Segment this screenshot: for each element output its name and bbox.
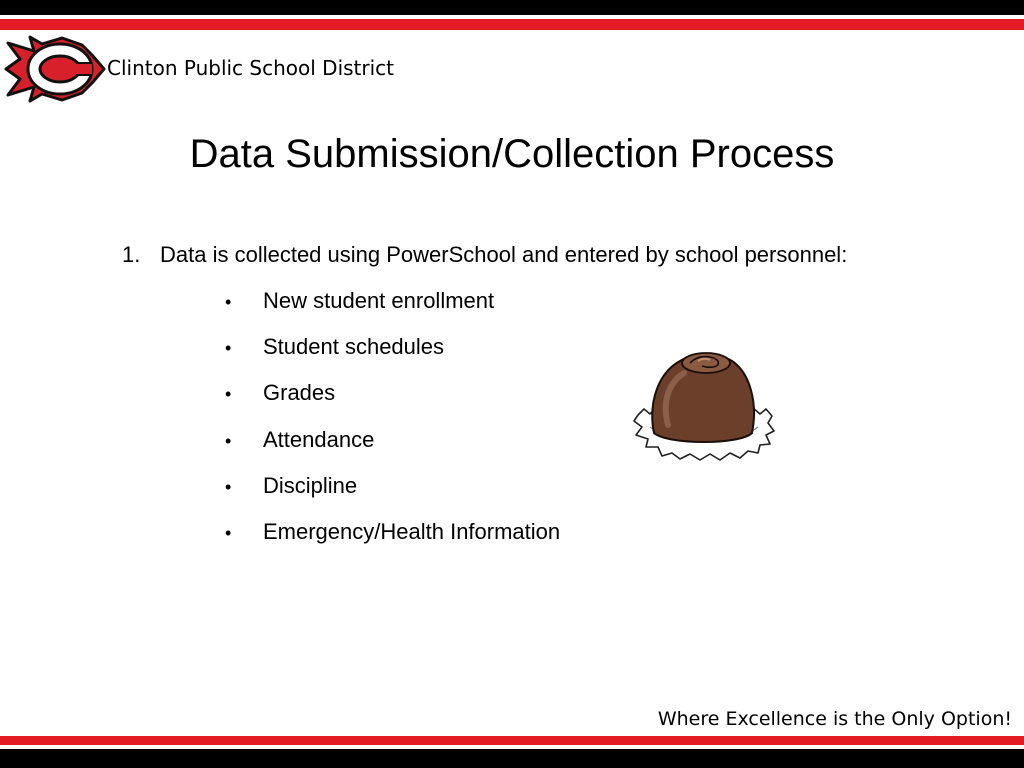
top-red-stripe <box>0 19 1024 30</box>
item-text: Data is collected using PowerSchool and entered by school personnel: <box>160 242 848 267</box>
bullet-text: Student schedules <box>263 334 445 360</box>
footer-tagline: Where Excellence is the Only Option! <box>657 708 1012 730</box>
chocolate-truffle-icon <box>628 345 780 467</box>
list-item <box>225 517 560 563</box>
bullet-icon: • <box>225 338 232 359</box>
bullet-icon: • <box>225 522 232 543</box>
bullet-icon: • <box>225 384 232 405</box>
numbered-item <box>122 242 847 268</box>
slide-title: Data Submission/Collection Process <box>189 132 835 176</box>
list-item <box>225 425 560 471</box>
item-number: 1. <box>122 242 141 267</box>
bullet-text: New student enrollment <box>263 288 495 313</box>
top-black-stripe <box>0 0 1024 15</box>
bullet-text: Attendance <box>263 426 375 452</box>
arrowhead-c-logo <box>4 35 108 103</box>
bullet-text: Discipline <box>263 472 358 498</box>
bullet-list <box>225 286 560 563</box>
list-item <box>225 471 560 517</box>
bullet-text: Grades <box>263 380 336 406</box>
bullet-text: Emergency/Health Information <box>263 518 561 544</box>
bullet-icon: • <box>225 292 232 312</box>
bullet-icon: • <box>225 476 232 497</box>
list-item <box>225 378 560 424</box>
bottom-black-stripe <box>0 749 1024 768</box>
bullet-icon: • <box>225 430 232 451</box>
district-name: Clinton Public School District <box>107 56 395 80</box>
list-item <box>225 332 560 378</box>
list-item <box>225 286 560 332</box>
bottom-red-stripe <box>0 736 1024 745</box>
